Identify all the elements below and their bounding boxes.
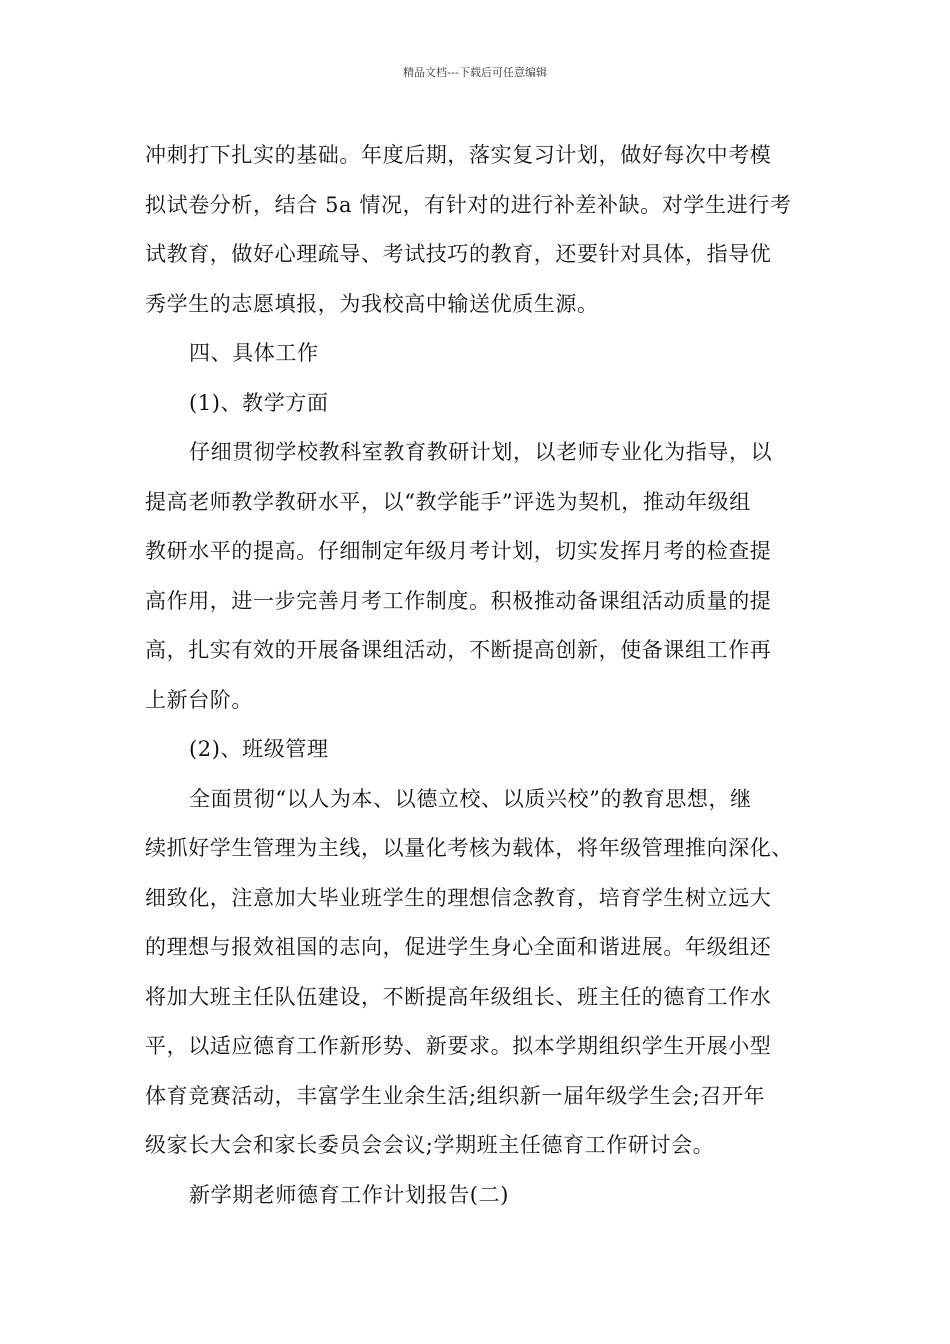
text-line: 教研水平的提高。仔细制定年级月考计划，切实发挥月考的检查提 xyxy=(145,539,772,563)
page-header: 精品文档---下载后可任意编辑 xyxy=(403,66,547,79)
section-heading: 四、具体工作 xyxy=(189,341,319,365)
text-line: 平，以适应德育工作新形势、新要求。拟本学期组织学生开展小型 xyxy=(145,1034,772,1058)
text-line: 冲刺打下扎实的基础。年度后期，落实复习计划，做好每次中考模 xyxy=(145,143,772,167)
text-line: 上新台阶。 xyxy=(145,687,253,712)
document-title: 新学期老师德育工作计划报告(二) xyxy=(189,1182,509,1207)
text-line: 的理想与报效祖国的志向，促进学生身心全面和谐进展。年级组还 xyxy=(145,935,772,959)
text-line: 拟试卷分析，结合 5a 情况，有针对的进行补差补缺。对学生进行考 xyxy=(145,192,792,217)
text-line: 级家长大会和家长委员会会议;学期班主任德育工作研讨会。 xyxy=(145,1133,715,1157)
text-line: 仔细贯彻学校教科室教育教研计划，以老师专业化为指导，以 xyxy=(189,440,773,464)
text-line: 高作用，进一步完善月考工作制度。积极推动备课组活动质量的提 xyxy=(145,588,772,613)
text-line: 秀学生的志愿填报，为我校高中输送优质生源。 xyxy=(145,291,599,316)
text-line: 试教育，做好心理疏导、考试技巧的教育，还要针对具体，指导优 xyxy=(145,242,772,266)
text-line: 体育竞赛活动，丰富学生业余生活;组织新一届年级学生会;召开年 xyxy=(145,1083,766,1108)
text-line: 高，扎实有效的开展备课组活动，不断提高创新，使备课组工作再 xyxy=(145,638,772,662)
document-body xyxy=(145,131,807,1220)
text-line: 全面贯彻“以人为本、以德立校、以质兴校”的教育思想，继 xyxy=(189,786,752,811)
text-line: 提高老师教学教研水平，以“教学能手”评选为契机，推动年级组 xyxy=(145,489,751,514)
text-line: 将加大班主任队伍建设，不断提高年级组长、班主任的德育工作水 xyxy=(145,984,772,1009)
subsection-heading: (2)、班级管理 xyxy=(189,737,329,761)
subsection-heading: (1)、教学方面 xyxy=(189,390,329,415)
text-line: 细致化，注意加大毕业班学生的理想信念教育，培育学生树立远大 xyxy=(145,885,772,910)
text-line: 续抓好学生管理为主线，以量化考核为载体，将年级管理推向深化、 xyxy=(145,836,793,860)
